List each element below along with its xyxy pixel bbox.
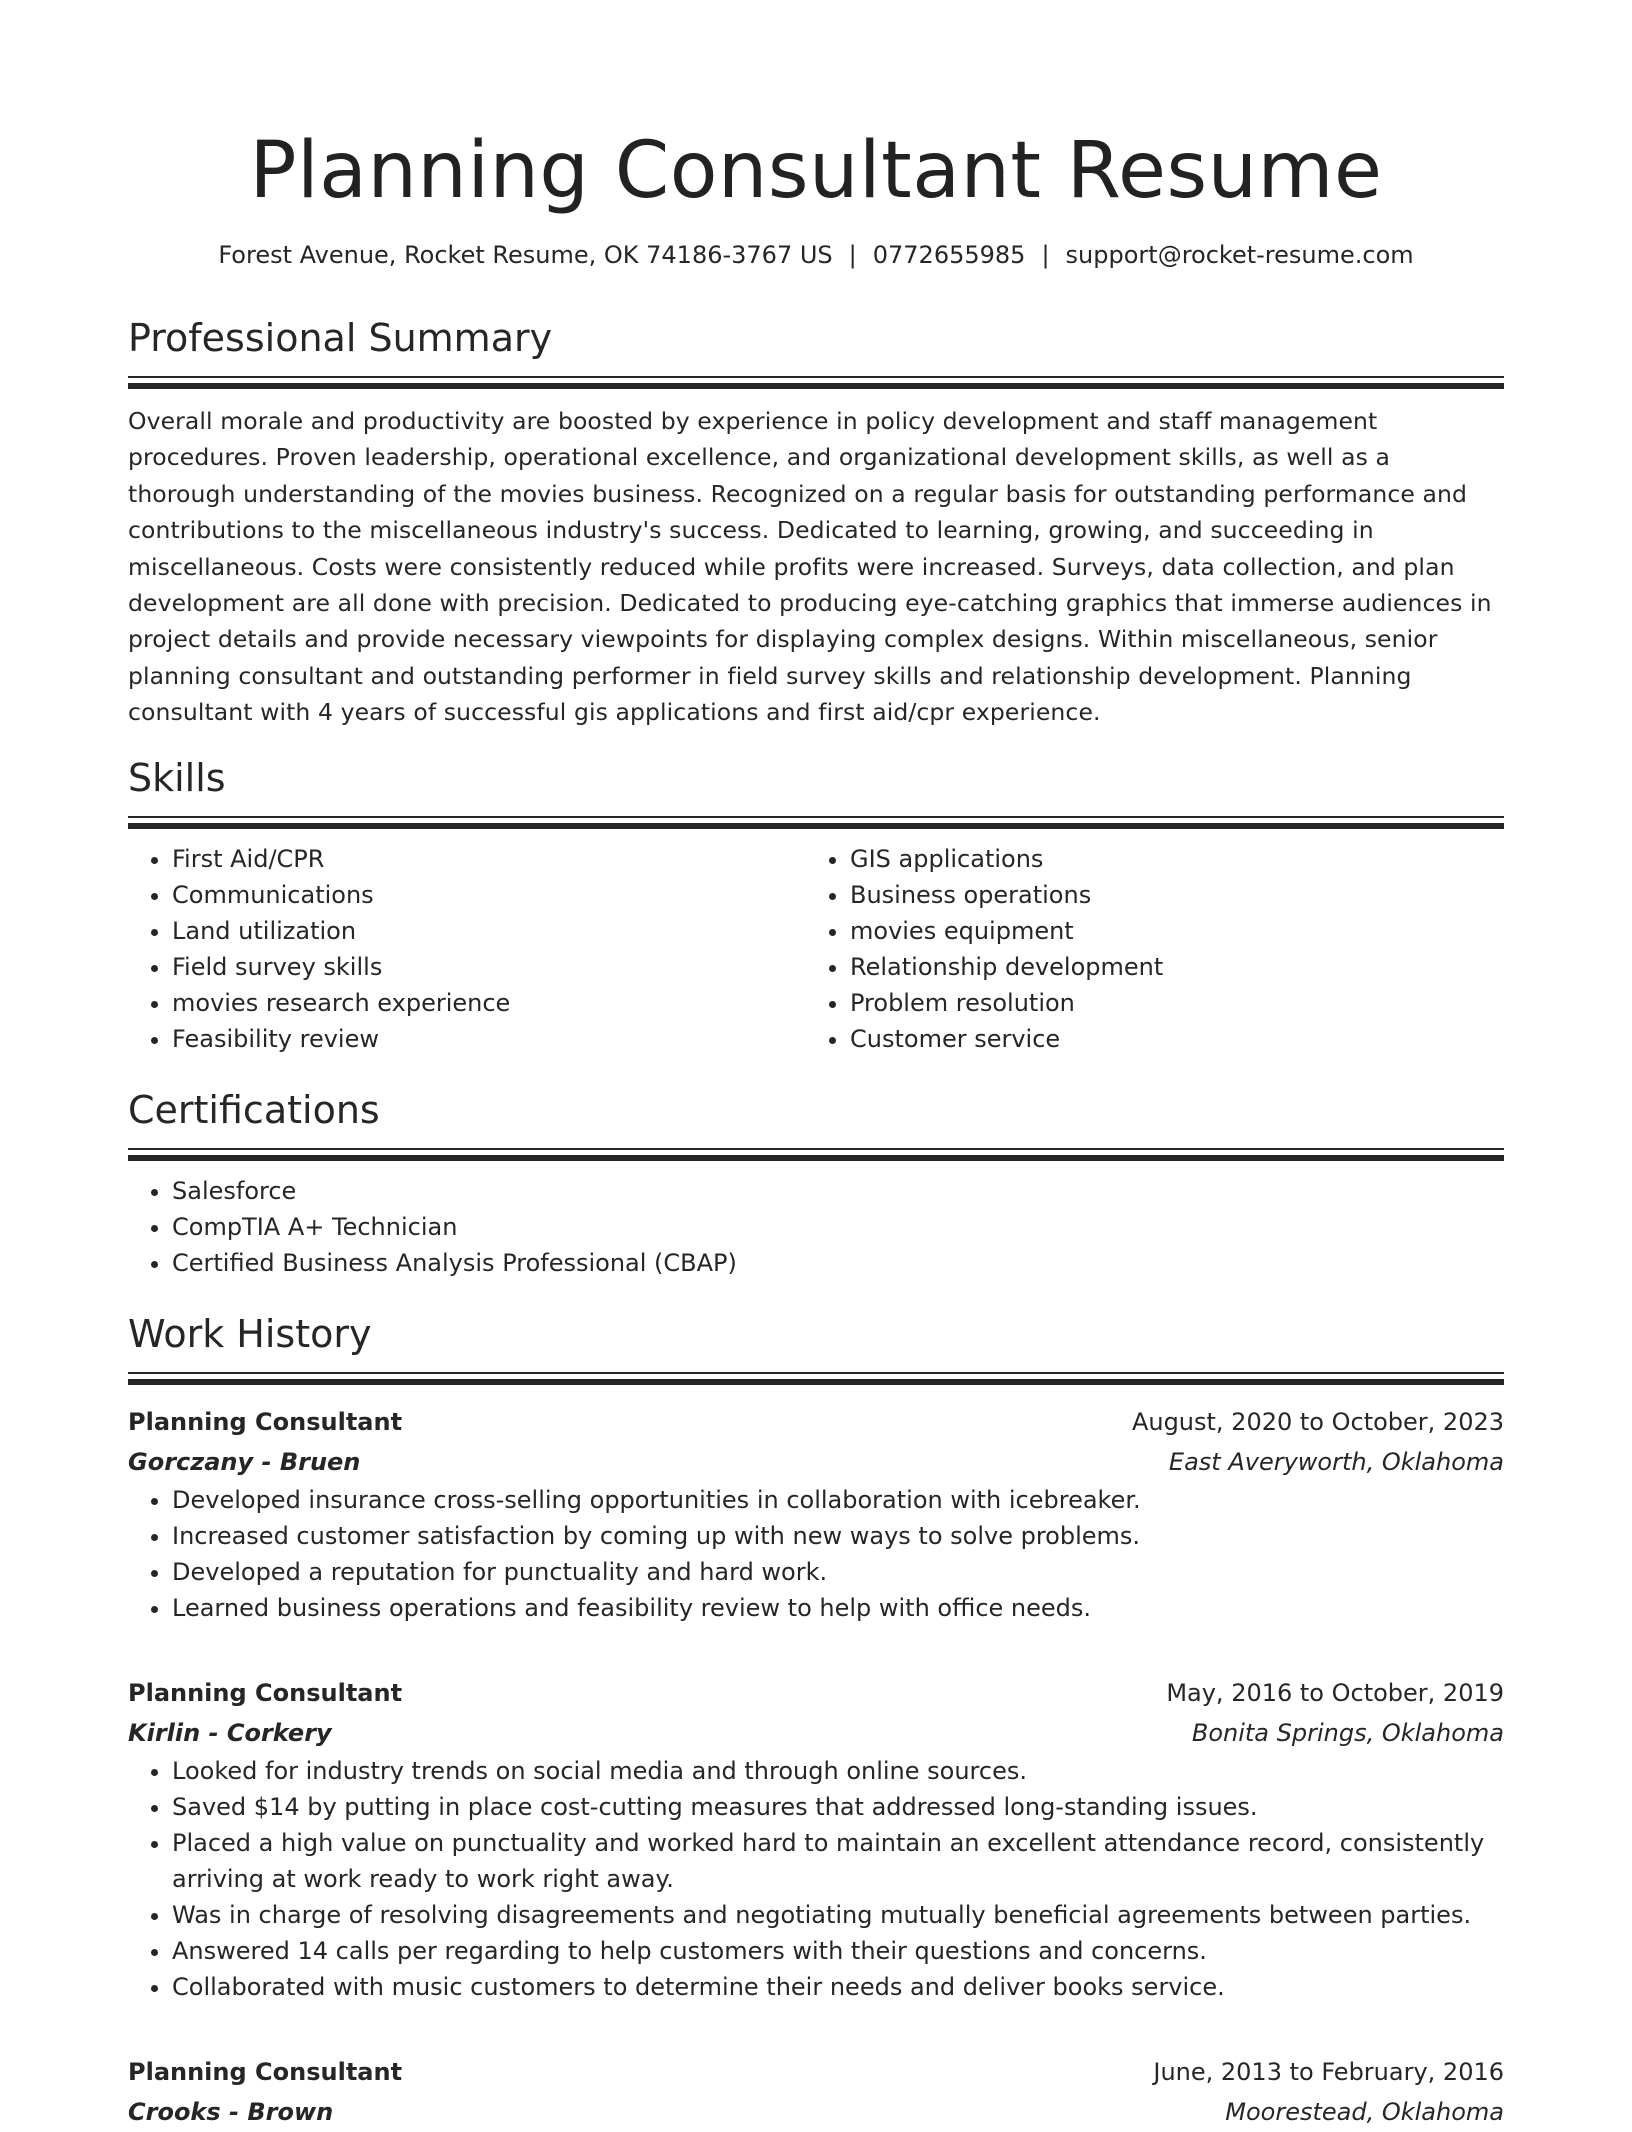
certification-item: • Certified Business Analysis Professional (CBAP) xyxy=(172,1245,1504,1281)
job-header xyxy=(128,1673,1504,1713)
skill-item: • First Aid/CPR xyxy=(172,841,806,877)
work-history-section xyxy=(128,1310,1504,1385)
certifications-list xyxy=(128,1173,1504,1281)
job-bullet: • Collaborated with music customers to determine their needs and deliver books service. xyxy=(172,1969,1504,2005)
skill-item: • GIS applications xyxy=(850,841,1484,877)
certifications-section xyxy=(128,1086,1504,1281)
contact-address: Forest Avenue, Rocket Resume, OK 74186-3767 US xyxy=(218,241,833,269)
summary-text: Overall morale and productivity are boosted by experience in policy development and staff management procedures. Proven leadership, operational excellence, and organizational development skills, as well as a thorough understanding of the movies business. Recognized on a regular basis for outstanding performance and contributions to the miscellaneous industry's success. Dedicated to learning, growing, and succeeding in miscellaneous. Costs were consistently reduced while profits were increased. Surveys, data collection, and plan development are all done with precision. Dedicated to producing eye-catching graphics that immerse audiences in project details and provide necessary viewpoints for displaying complex designs. Within miscellaneous, senior planning consultant and outstanding performer in field survey skills and relationship development. Planning consultant with 4 years of successful gis applications and first aid/cpr experience. xyxy=(128,407,1492,727)
job-bullet: • Looked for industry trends on social media and through online sources. xyxy=(172,1753,1504,1789)
skill-item: • Feasibility review xyxy=(172,1021,806,1057)
skill-item: • Relationship development xyxy=(850,949,1484,985)
summary-section xyxy=(128,314,1504,731)
job-title: Planning Consultant xyxy=(128,1408,403,1436)
job-bullet: • Learned business operations and feasibility review to help with office needs. xyxy=(172,1590,1504,1626)
job-entry xyxy=(128,1673,1504,2005)
section-divider xyxy=(128,1372,1504,1385)
job-subheader xyxy=(128,2092,1504,2132)
section-divider xyxy=(128,1148,1504,1161)
job-title: Planning Consultant xyxy=(128,2058,403,2086)
certification-item: • Salesforce xyxy=(172,1173,1504,1209)
skills-heading: Skills xyxy=(128,756,226,800)
summary-heading: Professional Summary xyxy=(128,316,553,360)
skill-item: • Field survey skills xyxy=(172,949,806,985)
job-location: Bonita Springs, Oklahoma xyxy=(1191,1719,1504,1747)
resume-page xyxy=(128,0,1504,2126)
contact-phone: 0772655985 xyxy=(872,241,1026,269)
skill-item: • movies research experience xyxy=(172,985,806,1021)
job-bullet: • Placed a high value on punctuality and worked hard to maintain an excellent attendance record, consistently arriving at work ready to work right away. xyxy=(172,1825,1504,1897)
job-location: Moorestead, Oklahoma xyxy=(1225,2098,1504,2126)
work-history-heading: Work History xyxy=(128,1312,372,1356)
skill-item: • movies equipment xyxy=(850,913,1484,949)
job-title: Planning Consultant xyxy=(128,1679,403,1707)
certification-item: • CompTIA A+ Technician xyxy=(172,1209,1504,1245)
job-dates: August, 2020 to October, 2023 xyxy=(1131,1408,1504,1436)
job-company: Crooks - Brown xyxy=(128,2098,334,2126)
job-bullet: • Increased customer satisfaction by coming up with new ways to solve problems. xyxy=(172,1518,1504,1554)
job-company: Kirlin - Corkery xyxy=(128,1719,332,1747)
job-bullet: • Answered 14 calls per regarding to help customers with their questions and concerns. xyxy=(172,1933,1504,1969)
skills-column-right xyxy=(806,841,1484,1057)
section-divider xyxy=(128,816,1504,829)
job-bullet: • Was in charge of resolving disagreements and negotiating mutually beneficial agreements between parties. xyxy=(172,1897,1504,1933)
contact-separator: | xyxy=(1041,241,1050,269)
skill-item: • Land utilization xyxy=(172,913,806,949)
job-header xyxy=(128,1402,1504,1442)
skills-section xyxy=(128,754,1504,1057)
job-bullet: • Developed a reputation for punctuality and hard work. xyxy=(172,1554,1504,1590)
skills-list xyxy=(128,841,1504,1057)
job-bullet: • Saved $14 by putting in place cost-cutting measures that addressed long-standing issues. xyxy=(172,1789,1504,1825)
contact-line xyxy=(128,238,1504,272)
section-divider xyxy=(128,376,1504,389)
skills-column-left xyxy=(128,841,806,1057)
skill-item: • Communications xyxy=(172,877,806,913)
contact-email[interactable]: support@rocket-resume.com xyxy=(1065,241,1414,269)
skill-item: • Problem resolution xyxy=(850,985,1484,1021)
job-header xyxy=(128,2052,1504,2092)
skill-item: • Customer service xyxy=(850,1021,1484,1057)
job-dates: May, 2016 to October, 2019 xyxy=(1166,1679,1504,1707)
skill-item: • Business operations xyxy=(850,877,1484,913)
job-bullets xyxy=(128,1482,1504,1626)
page-title: Planning Consultant Resume xyxy=(249,126,1383,216)
job-entry xyxy=(128,2052,1504,2132)
job-dates: June, 2013 to February, 2016 xyxy=(1153,2058,1504,2086)
contact-separator: | xyxy=(848,241,857,269)
job-location: East Averyworth, Oklahoma xyxy=(1168,1448,1504,1476)
job-subheader xyxy=(128,1442,1504,1482)
job-subheader xyxy=(128,1713,1504,1753)
job-bullets xyxy=(128,1753,1504,2005)
job-entry xyxy=(128,1402,1504,1626)
certifications-heading: Certifications xyxy=(128,1088,380,1132)
job-company: Gorczany - Bruen xyxy=(128,1448,361,1476)
job-bullet: • Developed insurance cross-selling opportunities in collaboration with icebreaker. xyxy=(172,1482,1504,1518)
